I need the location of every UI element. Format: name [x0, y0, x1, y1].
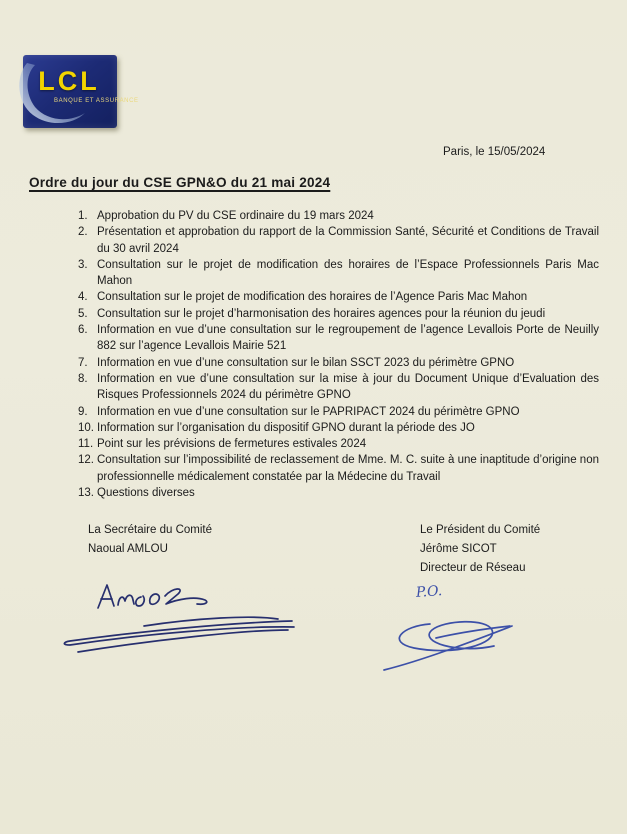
handwritten-signature-right	[372, 596, 542, 696]
agenda-item-9: Information en vue d’une consultation sur le PAPRIPACT 2024 du périmètre GPNO	[97, 405, 520, 418]
agenda-item-8: Information en vue d’une consultation sur la mise à jour du Document Unique d’Evaluation des Risques Professionnels 2024 du périmètre GPNO	[97, 372, 599, 402]
president-name: Jérôme SICOT	[420, 543, 497, 555]
secretary-role: La Secrétaire du Comité	[88, 524, 213, 536]
agenda-item-5: Consultation sur le projet d’harmonisation des horaires agences pour la réunion du jeudi	[97, 307, 546, 320]
agenda-item-12: Consultation sur l’impossibilité de reclassement de Mme. M. C. suite à une inaptitude d’origine non professionnelle médicalement constatée par la Médecine du Travail	[97, 454, 599, 483]
secretary-signature-block	[88, 521, 212, 559]
agenda-item-1: Approbation du PV du CSE ordinaire du 19 mars 2024	[97, 210, 374, 222]
date-line: Paris, le 15/05/2024	[443, 146, 546, 158]
document-title: Ordre du jour du CSE GPN&O du 21 mai 2024	[29, 175, 331, 190]
handwritten-signature-left	[44, 574, 314, 666]
president-signature-block	[420, 521, 540, 578]
president-role: Le Président du Comité	[420, 524, 541, 536]
agenda-item-10: Information sur l’organisation du dispositif GPNO durant la période des JO	[97, 421, 475, 434]
agenda-item-4: Consultation sur le projet de modification des horaires de l’Agence Paris Mac Mahon	[97, 291, 528, 304]
agenda-list	[78, 208, 599, 501]
agenda-item-7: Information en vue d’une consultation sur le bilan SSCT 2023 du périmètre GPNO	[97, 356, 515, 369]
lcl-logo	[23, 55, 139, 128]
po-handwritten-label: P.O.	[415, 583, 443, 601]
lcl-logo-subtext: BANQUE ET ASSURANCE	[54, 98, 139, 104]
secretary-name: Naoual AMLOU	[88, 543, 168, 555]
agenda-item-11: Point sur les prévisions de fermetures estivales 2024	[97, 438, 367, 451]
agenda-item-2: Présentation et approbation du rapport de la Commission Santé, Sécurité et Conditions de Travail du 30 avril 2024	[97, 226, 599, 255]
agenda-item-6: Information en vue d’une consultation sur le regroupement de l’agence Levallois Porte de Neuilly 882 sur l’agence Levallois Mairie 521	[97, 324, 599, 353]
president-title: Directeur de Réseau	[420, 562, 526, 574]
lcl-logo-text: LCL	[38, 66, 100, 96]
agenda-item-3: Consultation sur le projet de modification des horaires de l’Espace Professionnels Paris Mac Mahon	[97, 258, 599, 288]
agenda-item-13: Questions diverses	[97, 487, 195, 500]
